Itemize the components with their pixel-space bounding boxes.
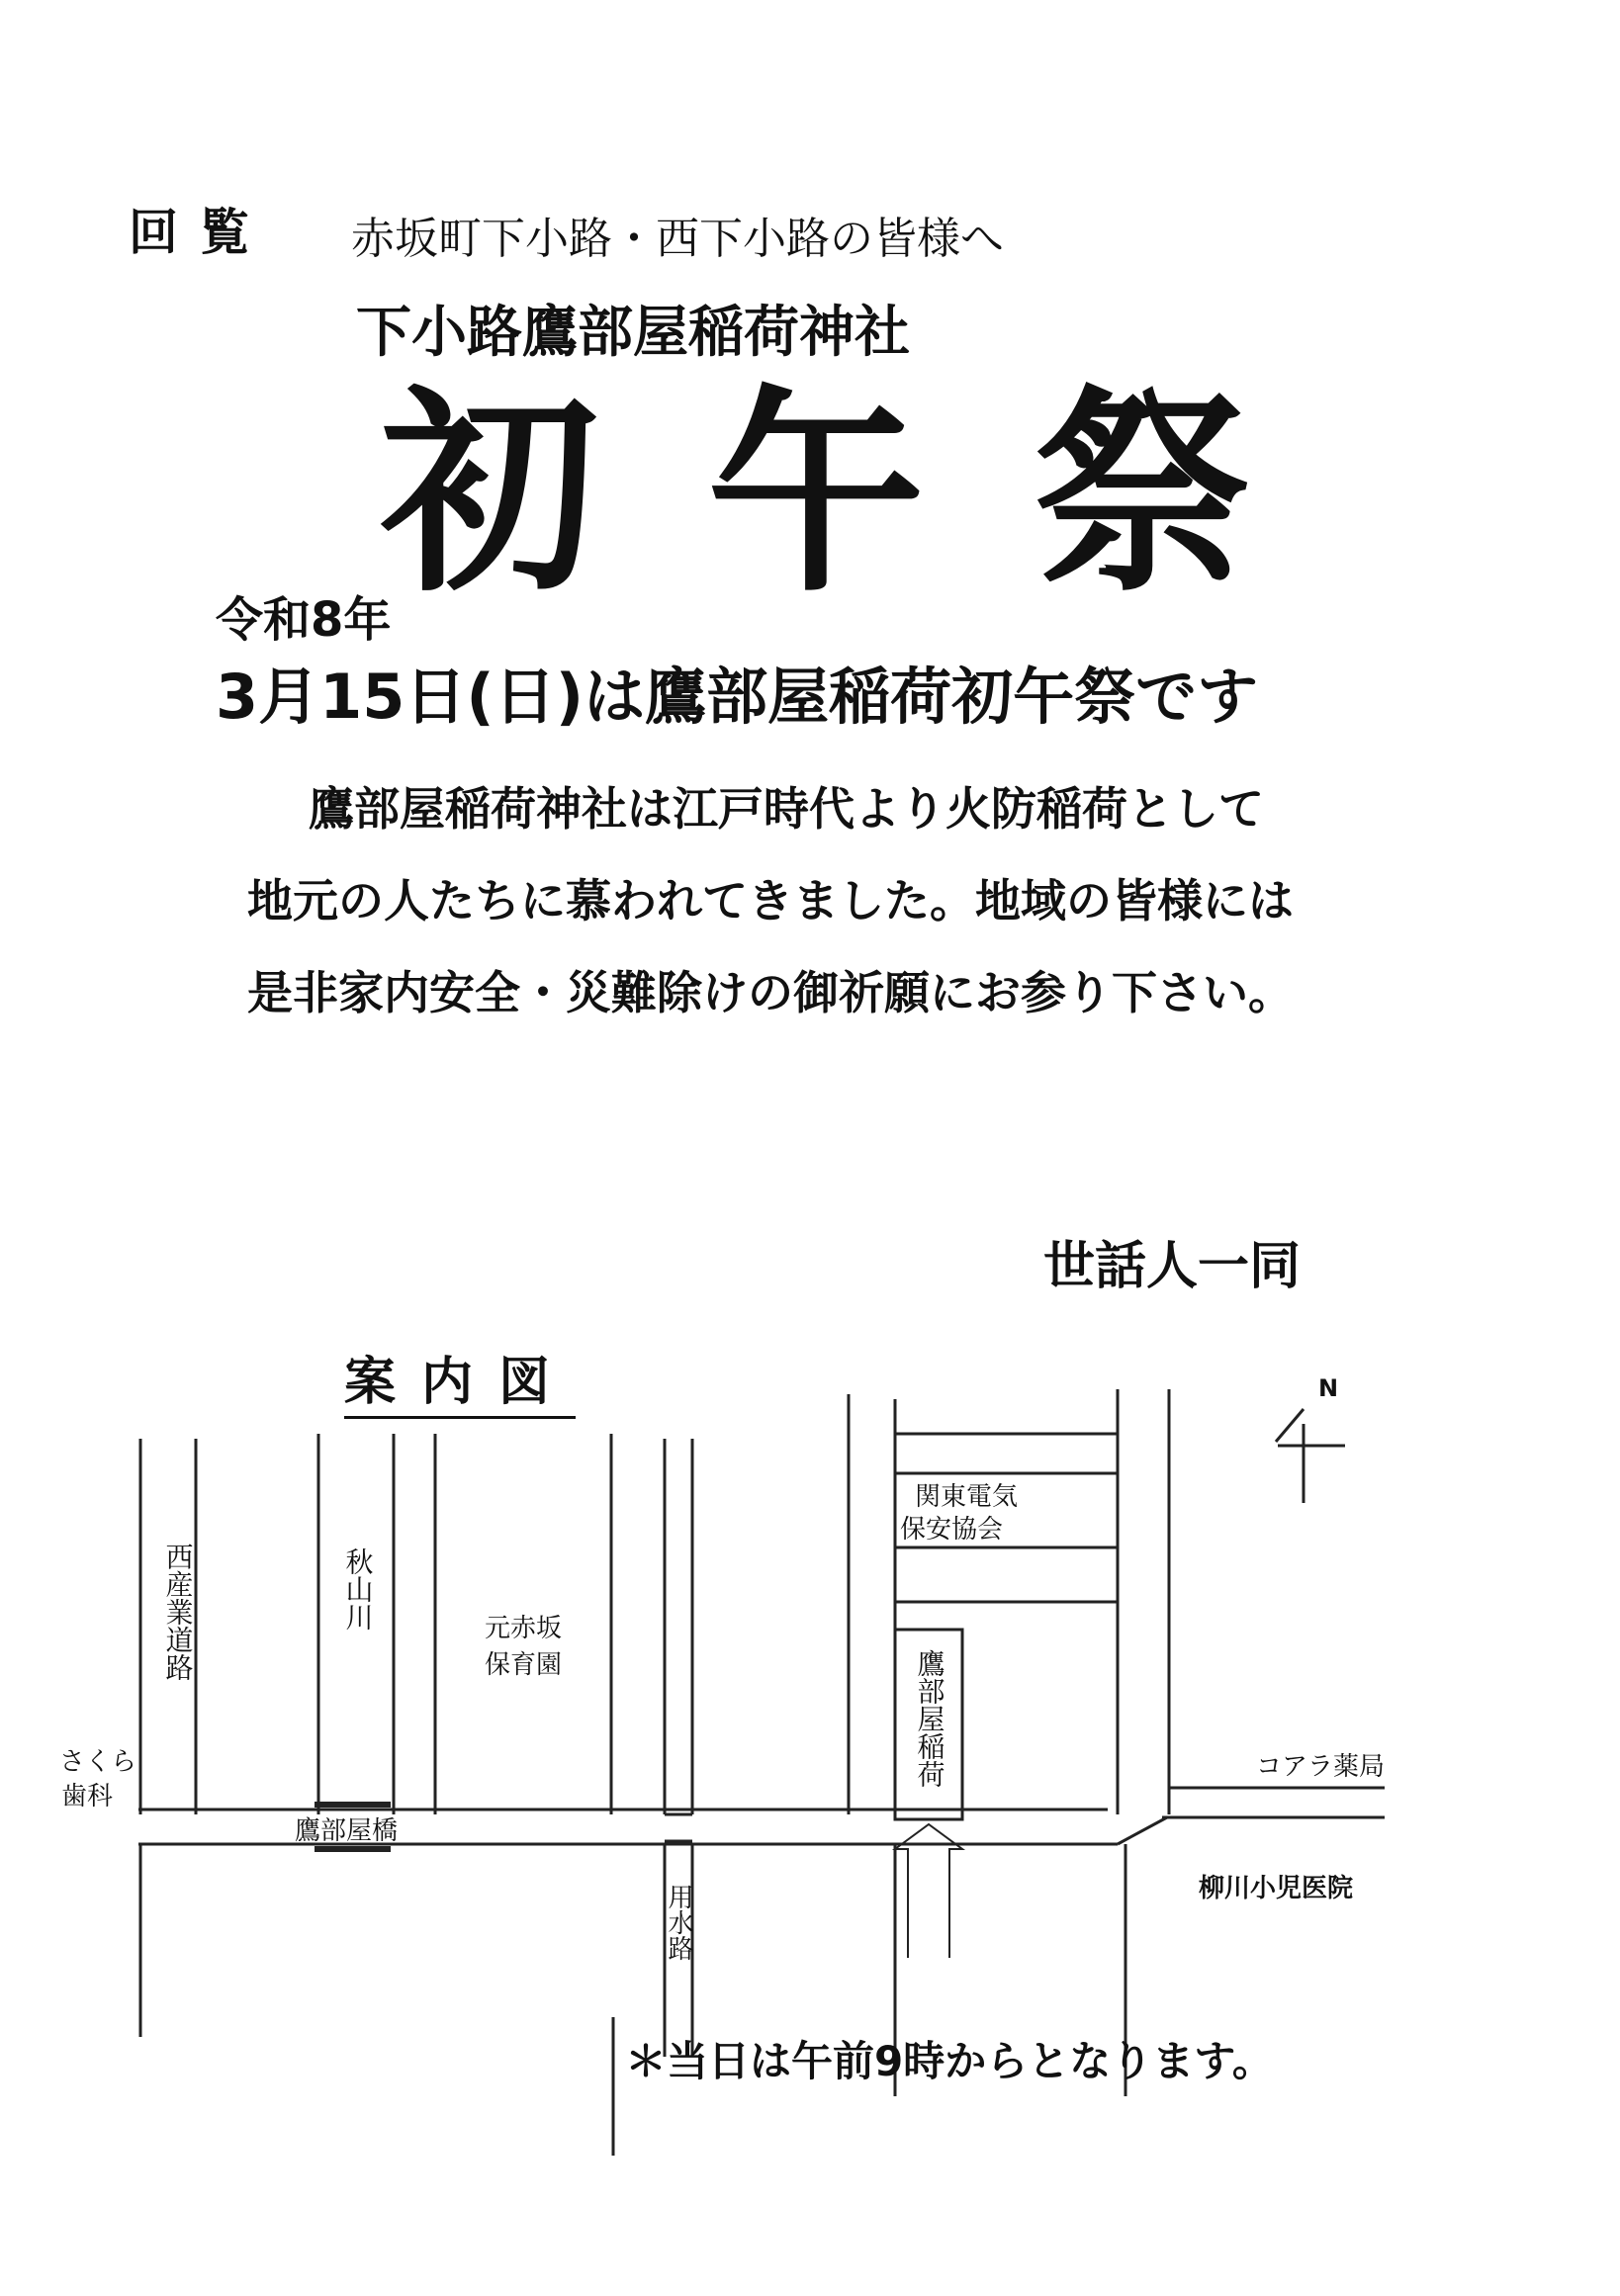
map-title: 案内図 <box>344 1340 576 1419</box>
map-label-sakura-dental: さくら <box>59 1747 137 1777</box>
map-label-nishi-road: 西産業道路 <box>161 1543 195 1681</box>
map-label-bridge: 鷹部屋橋 <box>295 1816 399 1846</box>
map-label-canal: 用水路 <box>664 1884 693 1961</box>
addressee: 赤坂町下小路・西下小路の皆様へ <box>351 214 1004 264</box>
north-label: N <box>1318 1374 1339 1402</box>
map-label-akiyama-river: 秋山川 <box>341 1547 375 1631</box>
body-line: 地元の人たちに慕われてきました。地域の皆様には <box>247 874 1294 927</box>
festival-title: 初午祭 <box>381 368 1361 621</box>
map-label-koala: コアラ薬局 <box>1256 1752 1386 1782</box>
map-label-yanagawa: 柳川小児医院 <box>1199 1874 1354 1903</box>
date-line: 3月15日(日)は鷹部屋稲荷初午祭です <box>216 661 1259 733</box>
map-label-hoikuen: 元赤坂 <box>485 1614 563 1643</box>
circular-label: 回覧 <box>129 204 271 261</box>
start-time-note: ＊当日は午前9時からとなります。 <box>625 2037 1274 2085</box>
map-label-hoikuen: 保育園 <box>485 1650 563 1680</box>
map-label-kanto-denki: 保安協会 <box>900 1515 1004 1545</box>
era-line: 令和8年 <box>216 592 392 648</box>
body-line: 鷹部屋稲荷神社は江戸時代より火防稲荷として <box>309 782 1264 836</box>
shrine-name: 下小路鷹部屋稲荷神社 <box>356 301 910 365</box>
map-label-shrine: 鷹部屋稲荷 <box>913 1649 946 1788</box>
map-label-sakura-dental: 歯科 <box>61 1782 114 1811</box>
organizers: 世話人一同 <box>1043 1237 1302 1296</box>
body-line: 是非家内安全・災難除けの御祈願にお参り下さい。 <box>247 966 1294 1019</box>
map-label-kanto-denki: 関東電気 <box>915 1482 1019 1512</box>
